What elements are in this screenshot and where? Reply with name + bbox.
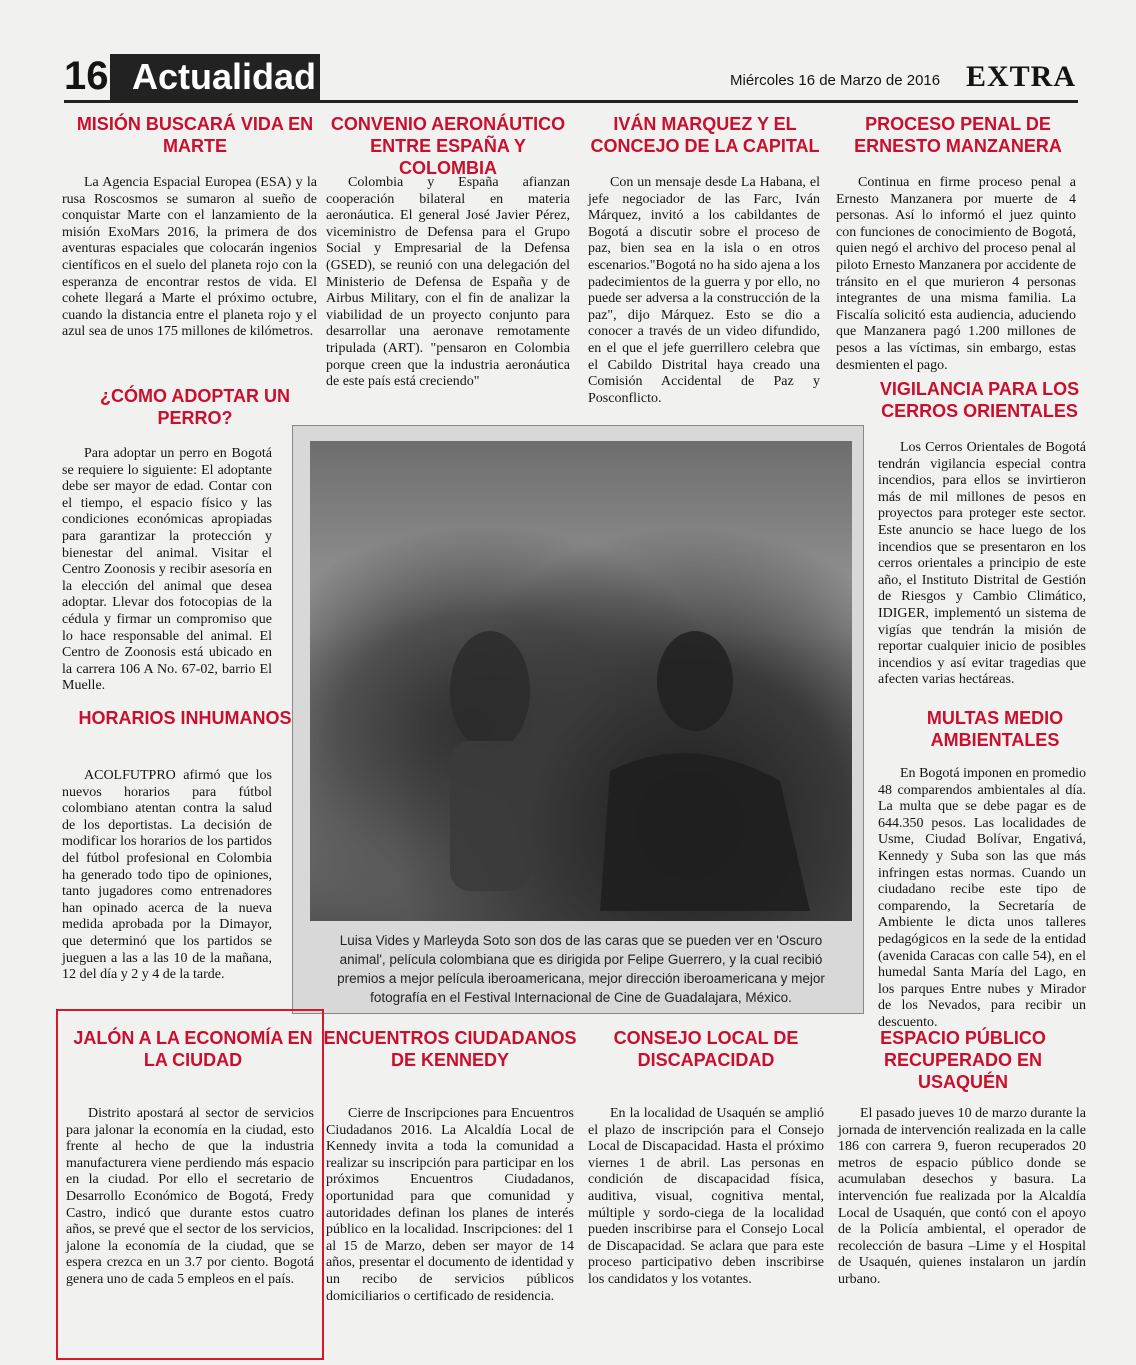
article-mision	[62, 175, 317, 341]
article-proceso-text: Continua en firme proceso penal a Ernesto Manzanera por muerte de 4 personas. Así lo informó el juez quinto con funciones de conocimiento de Bogotá, quien negó el archivo del proceso penal al piloto Ernesto Manzanera por accidente de tránsito en el que murieron 4 personas integrantes de una misma familia. La Fiscalía solicitó esta audiencia, aduciendo que Manzanera pagó 1.200 millones de pesos a las víctimas, sin embargo, estas desmienten el pago.	[836, 175, 1076, 373]
article-consejo	[588, 1106, 824, 1289]
film-photo-figures	[310, 441, 852, 921]
article-vigilancia-text: Los Cerros Orientales de Bogotá tendrán vigilancia especial contra incendios, para ellos se invirtieron más de mil millones de pesos en proyectos para proteger este sector. Este anuncio se hace luego de los incendios que se presentaron en los cerros orientales a principio de este año, el Instituto Distrital de Gestión de Riesgos y Cambio Climático, IDIGER, implementó un sistema de vigías que tendrán la misión de reportar cualquier inicio de posibles incendios y así evitar tragedias que afecten varias hectáreas.	[878, 440, 1086, 688]
article-horarios-text: ACOLFUTPRO afirmó que los nuevos horarios para fútbol colombiano atentan contra la salud de los deportistas. La decisión de modificar los horarios de los partidos del fútbol profesional en Colombia ha generado todo tipo de opiniones, tanto jugadores como entrenadores han opinado acerca de la nueva medida aprobada por la Dimayor, que determinó que los partidos se jueguen a las a las 10 de la mañana, 12 del día y 2 y 4 de la tarde.	[62, 768, 272, 983]
headline-convenio: CONVENIO AERONÁUTICO ENTRE ESPAÑA Y COLOMBIA	[330, 114, 566, 178]
brand-logo: EXTRA	[966, 60, 1077, 93]
page-number: 16	[64, 54, 109, 98]
headline-horarios: HORARIOS INHUMANOS	[78, 708, 292, 728]
article-proceso	[836, 175, 1076, 374]
article-espacio-text: El pasado jueves 10 de marzo durante la jornada de intervención realizada en la calle 186 con carrera 9, fueron recuperados 20 metros de espacio público donde se acumulaban desechos y basura. La intervención fue realizada por la Alcaldía Local de Usaquén, que contó con el apoyo de la Policía ambiental, el operador de recolección de basura –Lime y el Hospital de Usaquén, quienes instalaron un jardín urbano.	[838, 1106, 1086, 1287]
article-encuentros-text: Cierre de Inscripciones para Encuentros Ciudadanos 2016. La Alcaldía Local de Kennedy invita a toda la comunidad a realizar su inscripción para participar en los próximos Encuentros Ciudadanos, oportunidad para que comunidad y autoridades definan los planes de interés público en la localidad. Inscripciones: del 1 al 15 de Marzo, deben ser mayor de 14 años, presentar el documento de identidad y un recibo de servicios públicos domiciliarios o certificado de residencia.	[326, 1106, 574, 1304]
film-photo	[310, 441, 852, 921]
article-convenio-text: Colombia y España afianzan cooperación bilateral en materia aeronáutica. El general José Javier Pérez, viceministro de Defensa para el Grupo Social y Empresarial de la Defensa (GSED), se reunió con una delegación del Ministerio de Defensa de España y de Airbus Military, con el fin de analizar la viabilidad de un proyecto conjunto para desarrollar una aeronave remotamente tripulada (ART). "pensaron en Colombia porque creen que la industria aeronáutica de este país está creciendo"	[326, 175, 570, 390]
photo-caption: Luisa Vides y Marleyda Soto son dos de las caras que se pueden ver en 'Oscuro animal', película colombiana que es dirigida por Felipe Guerrero, y la cual recibió premios a mejor película iberoamericana, mejor dirección iberoamericana y mejor fotografía en el Festival Internacional de Cine de Guadalajara, México.	[337, 933, 825, 1005]
article-jalon	[66, 1106, 314, 1289]
article-perro-text: Para adoptar un perro en Bogotá se requiere lo siguiente: El adoptante debe ser mayor de edad. Contar con el tiempo, el espacio físico y las condiciones económicas apropiadas para garantizar la protección y bienestar del animal. Visitar el Centro Zoonosis y recibir asesoría en la elección del animal que desea adoptar. Llevar dos fotocopias de la cédula y firmar un compromiso que lo hace responsable del animal. El Centro de Zoonosis está ubicado en la carrera 106 A No. 67-02, barrio El Muelle.	[62, 446, 272, 694]
article-encuentros	[326, 1106, 574, 1305]
article-espacio	[838, 1106, 1086, 1289]
article-multas-text: En Bogotá imponen en promedio 48 comparendos ambientales al día. La multa que se debe pagar es de 644.350 pesos. Las localidades de Usme, Ciudad Bolívar, Engativá, Kennedy y Suba son las que más infringen estas normas. Cuando un ciudadano recibe este tipo de comparendo, la Secretaría de Ambiente le dicta unos talleres pedagógicos en la sede de la entidad (avenida Caracas con calle 54), en el humedal Santa María del Lago, en los parques Entre nubes y Mirador de los Nevados, para recibir un descuento.	[878, 766, 1086, 1030]
article-mision-text: La Agencia Espacial Europea (ESA) y la rusa Roscosmos se sumaron al sueño de conquistar Marte con el lanzamiento de la misión ExoMars 2016, la primera de dos aventuras espaciales que colocarán ingenios científicos en el suelo del planeta rojo con la esperanza de encontrar restos de vida. El cohete llegará a Marte el próximo octubre, cuando la distancia entre el planeta rojo y el azul sea de unos 175 millones de kilómetros.	[62, 175, 317, 340]
article-consejo-text: En la localidad de Usaquén se amplió el plazo de inscripción para el Consejo Local de Discapacidad. Hasta el próximo viernes 1 de abril. Las personas en condición de discapacidad física, auditiva, visual, cognitiva mental, múltiple y sordo-ciega de la localidad pueden inscribirse para el Consejo Local de Discapacidad. Se aclara que para este proceso participativo deben inscribirse los candidatos y los votantes.	[588, 1106, 824, 1287]
headline-perro: ¿CÓMO ADOPTAR UN PERRO?	[100, 386, 290, 428]
article-horarios	[62, 768, 272, 984]
article-vigilancia	[878, 440, 1086, 689]
headline-mision: MISIÓN BUSCARÁ VIDA EN MARTE	[76, 114, 314, 156]
headline-proceso: PROCESO PENAL DE ERNESTO MANZANERA	[854, 114, 1062, 156]
headline-espacio: ESPACIO PÚBLICO RECUPERADO EN USAQUÉN	[880, 1028, 1046, 1092]
headline-multas: MULTAS MEDIO AMBIENTALES	[926, 708, 1064, 750]
headline-ivan: IVÁN MARQUEZ Y EL CONCEJO DE LA CAPITAL	[590, 114, 820, 156]
headline-consejo: CONSEJO LOCAL DE DISCAPACIDAD	[613, 1028, 799, 1070]
header-rule	[64, 100, 1078, 103]
article-multas	[878, 766, 1086, 1032]
article-convenio	[326, 175, 570, 391]
article-perro	[62, 446, 272, 695]
headline-encuentros: ENCUENTROS CIUDADANOS DE KENNEDY	[323, 1028, 577, 1070]
headline-vigilancia: VIGILANCIA PARA LOS CERROS ORIENTALES	[879, 379, 1080, 421]
article-ivan-text: Con un mensaje desde La Habana, el jefe negociador de las Farc, Iván Márquez, invitó a los cabildantes de Bogotá a discutir sobre el proceso de paz, bien sea en la isla o en otros escenarios."Bogotá no ha sido ajena a los padecimientos de la guerra y por ello, no puede ser adversa a la construcción de la paz", dijo Márquez. Esto se dio a conocer a través de un video difundido, en el que el jefe guerrillero celebra que el Cabildo Distrital haya creado una Comisión Accidental de Paz y Posconflicto.	[588, 175, 820, 406]
article-ivan	[588, 175, 820, 407]
headline-jalon: JALÓN A LA ECONOMÍA EN LA CIUDAD	[73, 1028, 313, 1070]
article-jalon-text: Distrito apostará al sector de servicios para jalonar la economía en la ciudad, esto frente al hecho de que la industria manufacturera viene perdiendo más espacio en la ciudad. Por ello el secretario de Desarrollo Económico de Bogotá, Fredy Castro, indicó que durante estos cuatro años, se prevé que el sector de los servicios, jalone la economía de la ciudad, que se espera crezca en un 3.7 por ciento. Bogotá genera uno de cada 5 empleos en el país.	[66, 1106, 314, 1287]
section-title: Actualidad	[110, 54, 320, 100]
issue-date: Miércoles 16 de Marzo de 2016	[730, 72, 941, 89]
